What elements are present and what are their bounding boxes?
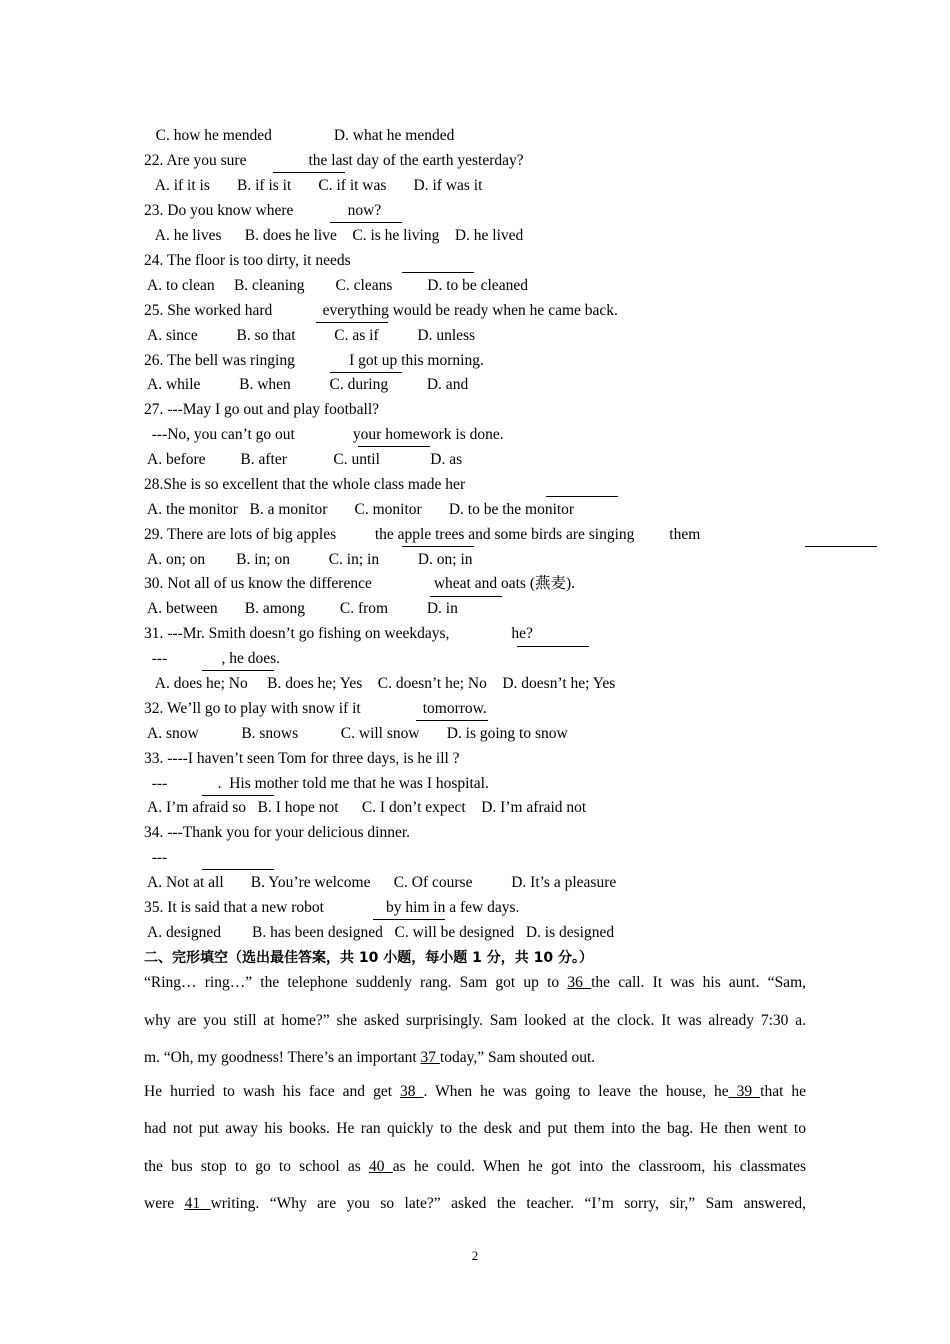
q27-reply: ---No, you can’t go out your homework is done.: [144, 426, 504, 443]
cloze-blank-39: 39: [728, 1083, 761, 1100]
passage-line: m. “Oh, my goodness! There’s an important 37 today,” Sam shouted out.: [144, 1049, 596, 1066]
section-heading-cloze: 二、完形填空（选出最佳答案，共 10 小题，每小题 1 分，共 10 分。）: [144, 950, 593, 966]
q30-stem: 30. Not all of us know the difference wheat and oats (燕麦).: [144, 575, 576, 592]
q26-stem: 26. The bell was ringing I got up this morning.: [144, 352, 484, 369]
answer-blank: [202, 670, 274, 671]
q33-options: A. I’m afraid so B. I hope not C. I don’t expect D. I’m afraid not: [144, 799, 587, 816]
q27-stem: 27. ---May I go out and play football?: [144, 401, 380, 418]
answer-blank: [330, 372, 402, 373]
q34-reply: ---: [144, 849, 168, 866]
q28-options: A. the monitor B. a monitor C. monitor D. to be the monitor: [144, 501, 575, 518]
answer-blank: [373, 919, 445, 920]
q23-options: A. he lives B. does he live C. is he living D. he lived: [144, 227, 524, 244]
answer-blank: [202, 795, 274, 796]
q33-reply: --- . His mother told me that he was I hospital.: [144, 775, 489, 792]
q32-stem: 32. We’ll go to play with snow if it tomorrow.: [144, 700, 487, 717]
passage-line: had not put away his books. He ran quickly to the desk and put them into the bag. He then went to: [144, 1120, 806, 1137]
q31-options: A. does he; No B. does he; Yes C. doesn’t he; No D. doesn’t he; Yes: [144, 675, 616, 692]
answer-blank: [358, 446, 430, 447]
passage-line: why are you still at home?” she asked surprisingly. Sam looked at the clock. It was already 7:30 a.: [144, 1012, 806, 1029]
q31-stem: 31. ---Mr. Smith doesn’t go fishing on weekdays, he?: [144, 625, 533, 642]
q34-stem: 34. ---Thank you for your delicious dinner.: [144, 824, 411, 841]
q35-stem: 35. It is said that a new robot by him in a few days.: [144, 899, 520, 916]
answer-blank: [273, 172, 345, 173]
answer-blank: [330, 222, 402, 223]
cloze-blank-40: 40: [369, 1158, 393, 1175]
answer-blank: [402, 272, 474, 273]
cloze-blank-36: 36: [567, 974, 592, 991]
page-number: 2: [471, 1248, 479, 1263]
cloze-blank-37: 37: [420, 1049, 440, 1066]
q25-stem: 25. She worked hard everything would be ready when he came back.: [144, 302, 618, 319]
q35-options: A. designed B. has been designed C. will be designed D. is designed: [144, 924, 615, 941]
cloze-blank-41: 41: [184, 1195, 211, 1212]
q22-stem: 22. Are you sure the last day of the earth yesterday?: [144, 152, 524, 169]
answer-blank: [430, 596, 502, 597]
q26-options: A. while B. when C. during D. and: [144, 376, 469, 393]
answer-blank: [202, 869, 274, 870]
passage-line: the bus stop to go to school as 40 as he could. When he got into the classroom, his classmates: [144, 1158, 806, 1175]
answer-blank: [546, 496, 618, 497]
answer-blank: [402, 546, 474, 547]
q27-options: A. before B. after C. until D. as: [144, 451, 463, 468]
q24-stem: 24. The floor is too dirty, it needs: [144, 252, 351, 269]
passage-line: “Ring… ring…” the telephone suddenly rang. Sam got up to 36 the call. It was his aunt. “Sam,: [144, 974, 806, 991]
passage-line: He hurried to wash his face and get 38 . When he was going to leave the house, he 39 that he: [144, 1083, 807, 1100]
q24-options: A. to clean B. cleaning C. cleans D. to be cleaned: [144, 277, 528, 294]
q22-options: A. if it is B. if is it C. if it was D. if was it: [144, 177, 483, 194]
answer-blank: [517, 646, 589, 647]
q21-options-cd: C. how he mended D. what he mended: [144, 127, 455, 144]
cloze-blank-38: 38: [400, 1083, 424, 1100]
q32-options: A. snow B. snows C. will snow D. is going to snow: [144, 725, 568, 742]
q29-options: A. on; on B. in; on C. in; in D. on; in: [144, 551, 473, 568]
q33-stem: 33. ----I haven’t seen Tom for three days, is he ill ?: [144, 750, 460, 767]
q31-reply: --- , he does.: [144, 650, 281, 667]
answer-blank: [316, 322, 388, 323]
q30-options: A. between B. among C. from D. in: [144, 600, 458, 617]
q23-stem: 23. Do you know where now?: [144, 202, 382, 219]
answer-blank: [805, 546, 877, 547]
q29-stem: 29. There are lots of big apples the apple trees and some birds are singing them: [144, 526, 701, 543]
q34-options: A. Not at all B. You’re welcome C. Of course D. It’s a pleasure: [144, 874, 617, 891]
passage-line: were 41 writing. “Why are you so late?” asked the teacher. “I’m sorry, sir,” Sam answered,: [144, 1195, 806, 1212]
q28-stem: 28.She is so excellent that the whole class made her: [144, 476, 466, 493]
q25-options: A. since B. so that C. as if D. unless: [144, 327, 476, 344]
answer-blank: [416, 720, 488, 721]
